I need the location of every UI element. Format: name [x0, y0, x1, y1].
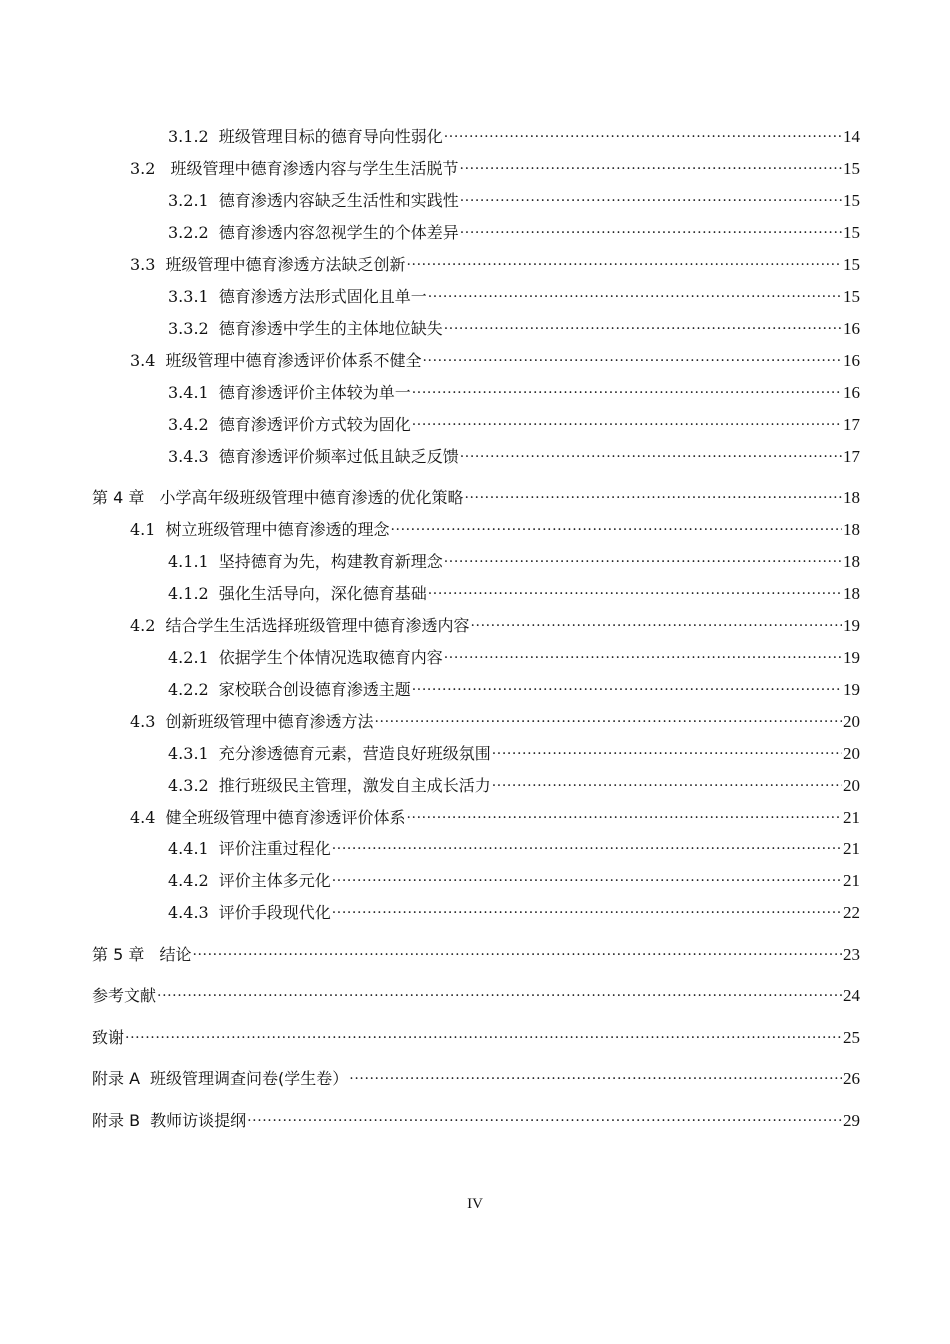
toc-entry-title: 3.3.1 德育渗透方法形式固化且单一	[168, 287, 427, 306]
toc-page-number: 26	[843, 1069, 860, 1088]
toc-page-number: 18	[843, 552, 860, 571]
toc-page-number: 15	[843, 159, 860, 178]
toc-page-number: 29	[843, 1111, 860, 1130]
toc-page-number: 19	[843, 616, 860, 635]
toc-page-number: 14	[843, 127, 860, 146]
toc-chapter-entry[interactable]	[92, 936, 860, 964]
toc-dot-leader	[406, 799, 842, 823]
toc-dot-leader	[412, 374, 842, 398]
toc-entry-title: 4.2.1 依据学生个体情况选取德育内容	[168, 648, 443, 667]
toc-dot-leader	[374, 703, 842, 727]
toc-dot-leader	[492, 767, 842, 791]
toc-dot-leader	[444, 118, 842, 142]
toc-entry[interactable]	[168, 278, 860, 306]
toc-dot-leader	[332, 894, 842, 918]
toc-dot-leader	[157, 977, 842, 1001]
toc-page-number: 24	[843, 986, 860, 1005]
toc-dot-leader	[464, 479, 842, 503]
toc-page-number: 20	[843, 744, 860, 763]
toc-chapter-entry[interactable]	[92, 1060, 860, 1088]
toc-entry-title: 第 4 章 小学高年级班级管理中德育渗透的优化策略	[92, 488, 464, 507]
toc-dot-leader	[412, 671, 842, 695]
toc-dot-leader	[444, 310, 842, 334]
page-footer-number: IV	[467, 1196, 483, 1212]
toc-entry-title: 3.2.1 德育渗透内容缺乏生活性和实践性	[168, 191, 459, 210]
toc-entry[interactable]	[168, 862, 860, 890]
toc-entry[interactable]	[168, 310, 860, 338]
toc-entry[interactable]	[130, 703, 860, 731]
toc-entry[interactable]	[130, 607, 860, 635]
toc-dot-leader	[422, 342, 842, 366]
toc-entry[interactable]	[168, 374, 860, 402]
toc-entry-title: 4.4.3 评价手段现代化	[168, 903, 331, 922]
toc-page-number: 19	[843, 680, 860, 699]
toc-page-number: 22	[843, 903, 860, 922]
toc-entry-title: 3.4 班级管理中德育渗透评价体系不健全	[130, 351, 422, 370]
toc-entry[interactable]	[168, 830, 860, 858]
toc-entry[interactable]	[168, 438, 860, 466]
toc-entry-title: 参考文献	[92, 986, 157, 1005]
toc-dot-leader	[470, 607, 842, 631]
toc-chapter-entry[interactable]	[92, 1019, 860, 1047]
toc-entry[interactable]	[168, 118, 860, 146]
toc-dot-leader	[332, 830, 842, 854]
toc-dot-leader	[390, 511, 842, 535]
toc-entry-title: 3.2 班级管理中德育渗透内容与学生生活脱节	[130, 159, 459, 178]
toc-entry[interactable]	[168, 214, 860, 242]
toc-entry[interactable]	[130, 799, 860, 827]
toc-page-number: 16	[843, 351, 860, 370]
toc-page-number: 16	[843, 383, 860, 402]
toc-entry[interactable]	[168, 575, 860, 603]
toc-dot-leader	[460, 214, 842, 238]
toc-page-number: 20	[843, 712, 860, 731]
toc-entry-title: 3.1.2 班级管理目标的德育导向性弱化	[168, 127, 443, 146]
toc-page-number: 23	[843, 945, 860, 964]
toc-dot-leader	[460, 182, 842, 206]
toc-entry-title: 4.3.1 充分渗透德育元素，营造良好班级氛围	[168, 744, 491, 763]
toc-page-number: 17	[843, 447, 860, 466]
toc-entry[interactable]	[168, 767, 860, 795]
toc-dot-leader	[406, 246, 842, 270]
toc-entry-title: 4.1.1 坚持德育为先，构建教育新理念	[168, 552, 443, 571]
toc-page-number: 16	[843, 319, 860, 338]
toc-entry-title: 4.3 创新班级管理中德育渗透方法	[130, 712, 374, 731]
toc-entry[interactable]	[130, 246, 860, 274]
toc-page-number: 18	[843, 488, 860, 507]
toc-page-number: 21	[843, 808, 860, 827]
toc-entry[interactable]	[130, 342, 860, 370]
toc-entry-title: 4.1.2 强化生活导向，深化德育基础	[168, 584, 427, 603]
toc-page-number: 15	[843, 191, 860, 210]
toc-page-number: 15	[843, 255, 860, 274]
toc-dot-leader	[460, 438, 842, 462]
toc-entry-title: 3.4.1 德育渗透评价主体较为单一	[168, 383, 411, 402]
toc-dot-leader	[444, 639, 842, 663]
toc-page-number: 15	[843, 223, 860, 242]
toc-entry-title: 4.2 结合学生生活选择班级管理中德育渗透内容	[130, 616, 470, 635]
toc-entry-title: 3.3 班级管理中德育渗透方法缺乏创新	[130, 255, 406, 274]
toc-entry[interactable]	[168, 639, 860, 667]
toc-entry-title: 附录 A 班级管理调查问卷(学生卷）	[92, 1069, 349, 1088]
toc-page-number: 18	[843, 584, 860, 603]
toc-entry[interactable]	[168, 671, 860, 699]
toc-entry-title: 3.4.3 德育渗透评价频率过低且缺乏反馈	[168, 447, 459, 466]
toc-entry[interactable]	[168, 894, 860, 922]
toc-dot-leader	[492, 735, 842, 759]
toc-entry-title: 3.4.2 德育渗透评价方式较为固化	[168, 415, 411, 434]
toc-chapter-entry[interactable]	[92, 977, 860, 1005]
toc-entry[interactable]	[168, 543, 860, 571]
toc-chapter-entry[interactable]	[92, 1102, 860, 1130]
toc-page-number: 25	[843, 1028, 860, 1047]
toc-entry-title: 附录 B 教师访谈提纲	[92, 1111, 247, 1130]
toc-entry-title: 4.4 健全班级管理中德育渗透评价体系	[130, 808, 406, 827]
toc-entry-title: 4.4.2 评价主体多元化	[168, 871, 331, 890]
toc-page-number: 20	[843, 776, 860, 795]
toc-page-number: 19	[843, 648, 860, 667]
toc-dot-leader	[460, 150, 842, 174]
toc-entry-title: 3.3.2 德育渗透中学生的主体地位缺失	[168, 319, 443, 338]
toc-entry-title: 致谢	[92, 1028, 125, 1047]
toc-dot-leader	[125, 1019, 842, 1043]
toc-dot-leader	[349, 1060, 842, 1084]
toc-dot-leader	[332, 862, 842, 886]
toc-entry[interactable]	[130, 150, 860, 178]
toc-page-number: 21	[843, 839, 860, 858]
toc-entry[interactable]	[130, 511, 860, 539]
toc-dot-leader	[192, 936, 842, 960]
toc-dot-leader	[247, 1102, 842, 1126]
toc-entry-title: 3.2.2 德育渗透内容忽视学生的个体差异	[168, 223, 459, 242]
toc-entry[interactable]	[168, 735, 860, 763]
toc-entry-title: 4.4.1 评价注重过程化	[168, 839, 331, 858]
toc-page-number: 21	[843, 871, 860, 890]
toc-dot-leader	[444, 543, 842, 567]
toc-page-number: 15	[843, 287, 860, 306]
toc-entry-title: 4.2.2 家校联合创设德育渗透主题	[168, 680, 411, 699]
toc-chapter-entry[interactable]	[92, 479, 860, 507]
toc-dot-leader	[428, 278, 842, 302]
toc-page-number: 17	[843, 415, 860, 434]
toc-entry-title: 第 5 章 结论	[92, 945, 192, 964]
toc-dot-leader	[428, 575, 842, 599]
toc-page-number: 18	[843, 520, 860, 539]
toc-entry-title: 4.1 树立班级管理中德育渗透的理念	[130, 520, 390, 539]
toc-entry-title: 4.3.2 推行班级民主管理，激发自主成长活力	[168, 776, 491, 795]
toc-entry[interactable]	[168, 182, 860, 210]
toc-dot-leader	[412, 406, 842, 430]
toc-entry[interactable]	[168, 406, 860, 434]
